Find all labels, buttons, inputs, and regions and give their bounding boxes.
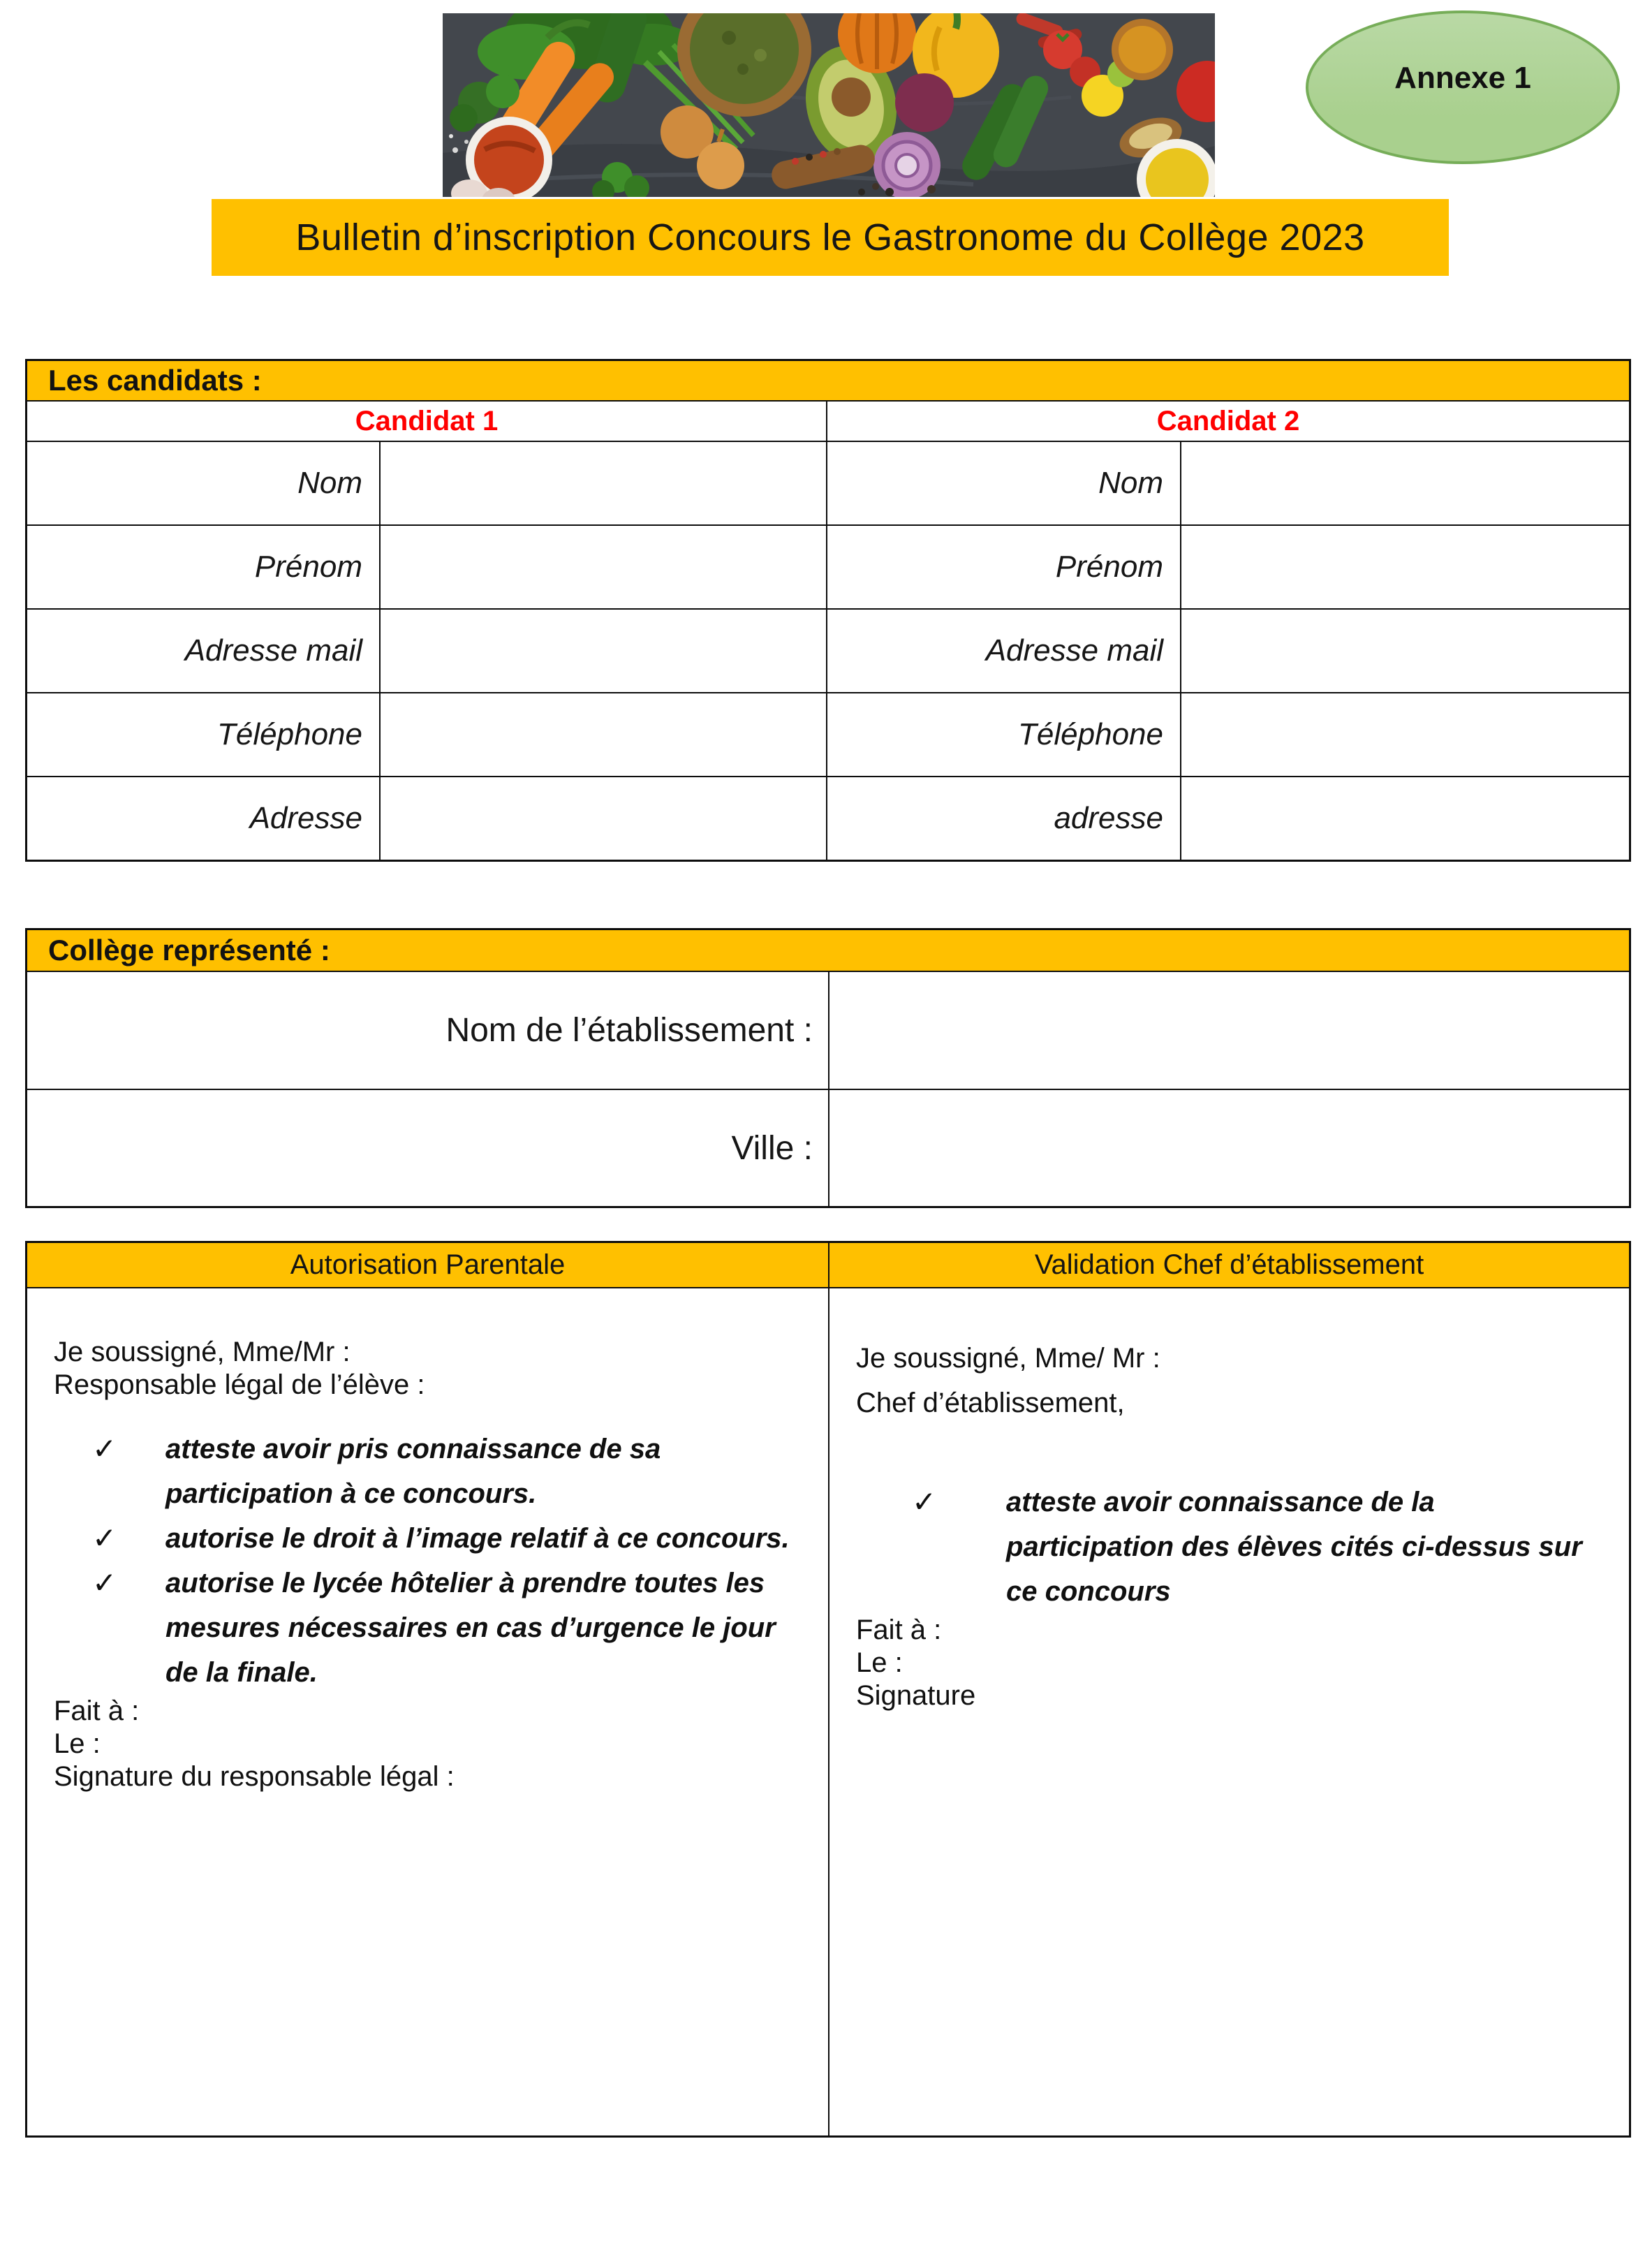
authorization-table — [25, 1241, 1631, 2138]
candidate1-mail-field[interactable] — [379, 608, 826, 692]
checklist-item — [92, 1561, 807, 1695]
candidate1-adresse-field[interactable] — [379, 776, 826, 860]
checklist-item-text: atteste avoir connaissance de la participation des élèves cités ci-dessus sur ce concours — [1006, 1487, 1582, 1607]
checklist-item-text: autorise le lycée hôtelier à prendre toutes les mesures nécessaires en cas d’urgence le jour de la finale. — [165, 1568, 776, 1688]
validation-intro-line1: Je soussigné, Mme/ Mr : — [856, 1343, 1160, 1374]
candidate2-mail-field[interactable] — [1180, 608, 1629, 692]
college-etablissement-label: Nom de l’établissement : — [27, 971, 828, 1089]
college-ville-label: Ville : — [27, 1089, 828, 1206]
authorization-intro1: Je soussigné, Mme/Mr : — [54, 1337, 351, 1367]
authorization-le-label: Le : — [54, 1728, 101, 1759]
validation-le-label: Le : — [856, 1647, 903, 1678]
college-section-header: Collège représenté : — [27, 930, 1629, 971]
checkmark-icon: ✓ — [912, 1485, 937, 1518]
candidate2-nom-label: Nom — [826, 441, 1180, 524]
annexe-badge-label: Annexe 1 — [1394, 61, 1531, 95]
candidate1-prenom-field[interactable] — [379, 524, 826, 608]
candidate2-prenom-field[interactable] — [1180, 524, 1629, 608]
title-banner — [212, 199, 1449, 276]
authorization-fait-a-label: Fait à : — [54, 1696, 140, 1726]
candidate2-nom-field[interactable] — [1180, 441, 1629, 524]
candidate2-adresse-field[interactable] — [1180, 776, 1629, 860]
authorization-header: Autorisation Parentale — [27, 1243, 828, 1287]
page-title: Bulletin d’inscription Concours le Gastronome du Collège 2023 — [295, 216, 1365, 258]
college-etablissement-field[interactable] — [828, 971, 1629, 1089]
candidate2-mail-label: Adresse mail — [826, 608, 1180, 692]
validation-intro-line2: Chef d’établissement, — [856, 1388, 1125, 1418]
authorization-checklist — [92, 1427, 807, 1695]
validation-checklist — [912, 1480, 1608, 1614]
validation-signature-label: Signature — [856, 1680, 976, 1711]
authorization-signature-label: Signature du responsable légal : — [54, 1761, 455, 1792]
vegetables-header-photo — [443, 13, 1215, 197]
authorization-body — [27, 1287, 828, 2135]
candidate2-adresse-label: adresse — [826, 776, 1180, 860]
candidates-table — [25, 359, 1631, 862]
candidates-section-header: Les candidats : — [27, 361, 1629, 400]
candidate1-nom-field[interactable] — [379, 441, 826, 524]
checklist-item — [92, 1516, 807, 1561]
authorization-intro2: Responsable légal de l’élève : — [54, 1369, 425, 1400]
candidate2-telephone-label: Téléphone — [826, 692, 1180, 776]
checkmark-icon: ✓ — [92, 1522, 117, 1554]
candidate1-header: Candidat 1 — [27, 400, 826, 441]
checkmark-icon: ✓ — [92, 1432, 117, 1465]
candidate1-mail-label: Adresse mail — [27, 608, 379, 692]
validation-intro — [856, 1336, 1608, 1425]
checklist-item — [912, 1480, 1608, 1614]
validation-fait-a-label: Fait à : — [856, 1615, 942, 1645]
checklist-item — [92, 1427, 807, 1516]
checkmark-icon: ✓ — [92, 1566, 117, 1599]
candidate2-telephone-field[interactable] — [1180, 692, 1629, 776]
candidate1-prenom-label: Prénom — [27, 524, 379, 608]
college-ville-field[interactable] — [828, 1089, 1629, 1206]
candidate1-telephone-field[interactable] — [379, 692, 826, 776]
validation-body — [828, 1287, 1629, 2135]
candidate2-prenom-label: Prénom — [826, 524, 1180, 608]
candidate1-nom-label: Nom — [27, 441, 379, 524]
candidate1-adresse-label: Adresse — [27, 776, 379, 860]
checklist-item-text: atteste avoir pris connaissance de sa participation à ce concours. — [165, 1434, 661, 1509]
college-table — [25, 928, 1631, 1208]
validation-header: Validation Chef d’établissement — [828, 1243, 1629, 1287]
checklist-item-text: autorise le droit à l’image relatif à ce concours. — [165, 1523, 790, 1554]
annexe-badge — [1306, 10, 1620, 164]
candidate2-header: Candidat 2 — [826, 400, 1629, 441]
candidate1-telephone-label: Téléphone — [27, 692, 379, 776]
